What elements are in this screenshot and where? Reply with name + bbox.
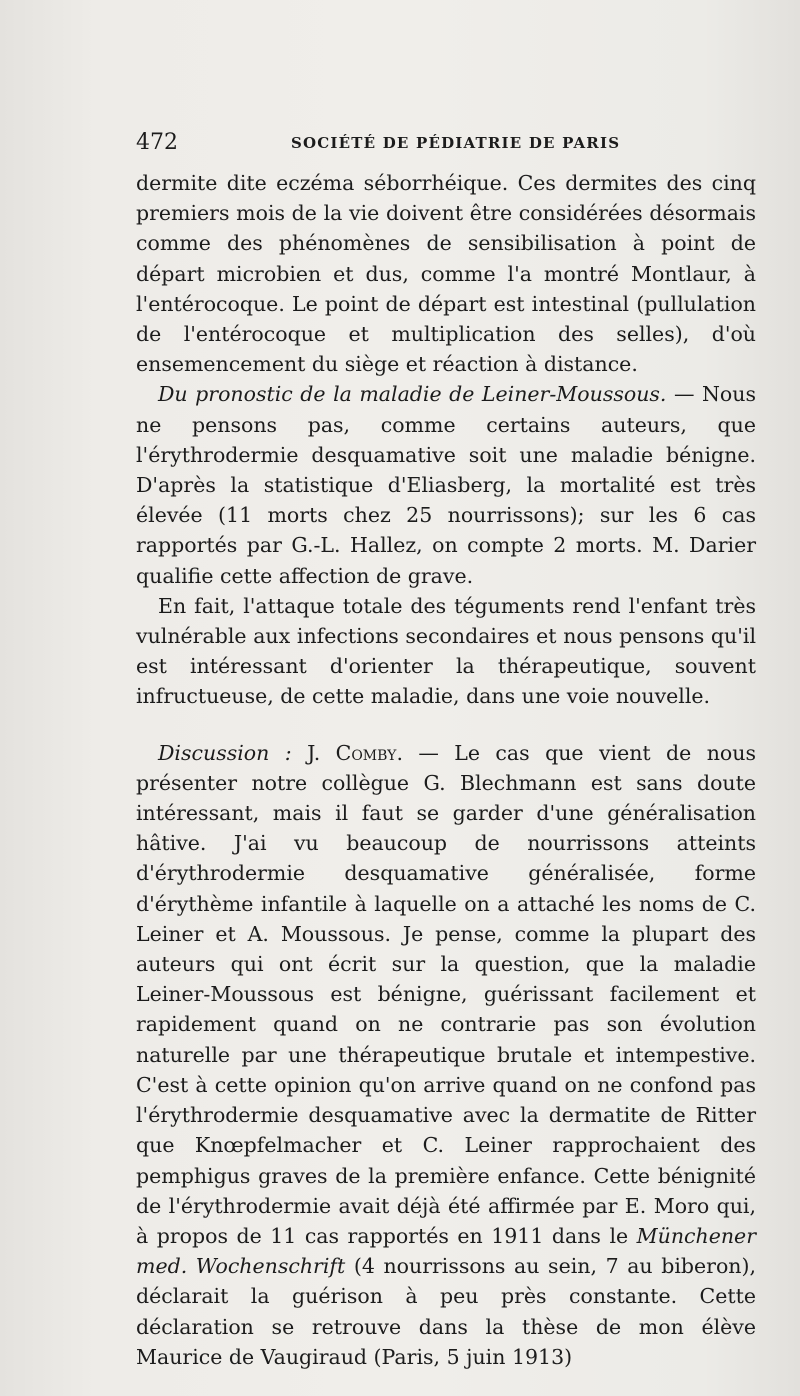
section-heading-prognosis: Du pronostic de la maladie de Leiner-Moussous.	[158, 382, 667, 407]
discussion-label: Discussion :	[158, 740, 292, 765]
prognosis-text: — Nous ne pensons pas, comme certains auteurs, que l'érythrodermie desquamative soit une maladie bénigne. D'après la statistique d'Eliasberg, la mortalité est très élevée (11 morts chez 25 nourrissons); sur les 6 cas rapportés par G.-L. Hallez, on compte 2 morts. M. Darier qualifie cette affection de grave.	[136, 382, 756, 588]
journal-title: SOCIÉTÉ DE PÉDIATRIE DE PARIS	[291, 134, 621, 152]
paragraph-discussion	[136, 738, 756, 1372]
paragraph-continuation: dermite dite eczéma séborrhéique. Ces dermites des cinq premiers mois de la vie doivent être considérées désormais comme des phénomènes de sensibilisation à point de départ microbien et dus, comme l'a montré Montlaur, à l'entérocoque. Le point de départ est intestinal (pullulation de l'entérocoque et multiplication des selles), d'où ensemencement du siège et réaction à distance.	[136, 171, 756, 377]
paragraph-prognosis	[136, 379, 756, 590]
discussion-text-1: . — Le cas que vient de nous présenter notre collègue G. Blechmann est sans doute intéressant, mais il faut se garder d'une généralisation hâtive. J'ai vu beaucoup de nourrissons atteints d'érythrodermie desquamative généralisée, forme d'érythème infantile à laquelle on a attaché les noms de C. Leiner et A. Moussous. Je pense, comme la plupart des auteurs qui ont écrit sur la question, que la maladie Leiner-Moussous est bénigne, guérissant facilement et rapidement quand on ne contrarie pas son évolution naturelle par une thérapeutique brutale et intempestive. C'est à cette opinion qu'on arrive quand on ne confond pas l'érythrodermie desquamative avec la dermatite de Ritter que Knœpfelmacher et C. Leiner rapprochaient des pemphigus graves de la première enfance. Cette bénignité de l'érythrodermie avait déjà été affirmée par E. Moro qui, à propos de 11 cas rapportés en 1911 dans le	[136, 740, 756, 1248]
discussion-initial: J.	[291, 740, 336, 765]
body-text	[136, 168, 756, 1372]
discussion-author: Comby	[335, 740, 397, 765]
discussion-text-2: (4 nourrissons au sein, 7 au biberon), déclarait la guérison à peu près constante. Cette déclaration se retrouve dans la thèse de mon élève Maurice de Vaugiraud (Paris, 5 juin 1913)	[136, 1254, 757, 1369]
page-number: 472	[136, 130, 178, 155]
journal-reference: Münchener med. Wochenschrift	[136, 1223, 756, 1279]
running-head	[136, 128, 756, 158]
paragraph-conclusion: En fait, l'attaque totale des téguments rend l'enfant très vulnérable aux infections secondaires et nous pensons qu'il est intéressant d'orienter la thérapeutique, souvent infructueuse, de cette maladie, dans une voie nouvelle.	[136, 593, 756, 709]
